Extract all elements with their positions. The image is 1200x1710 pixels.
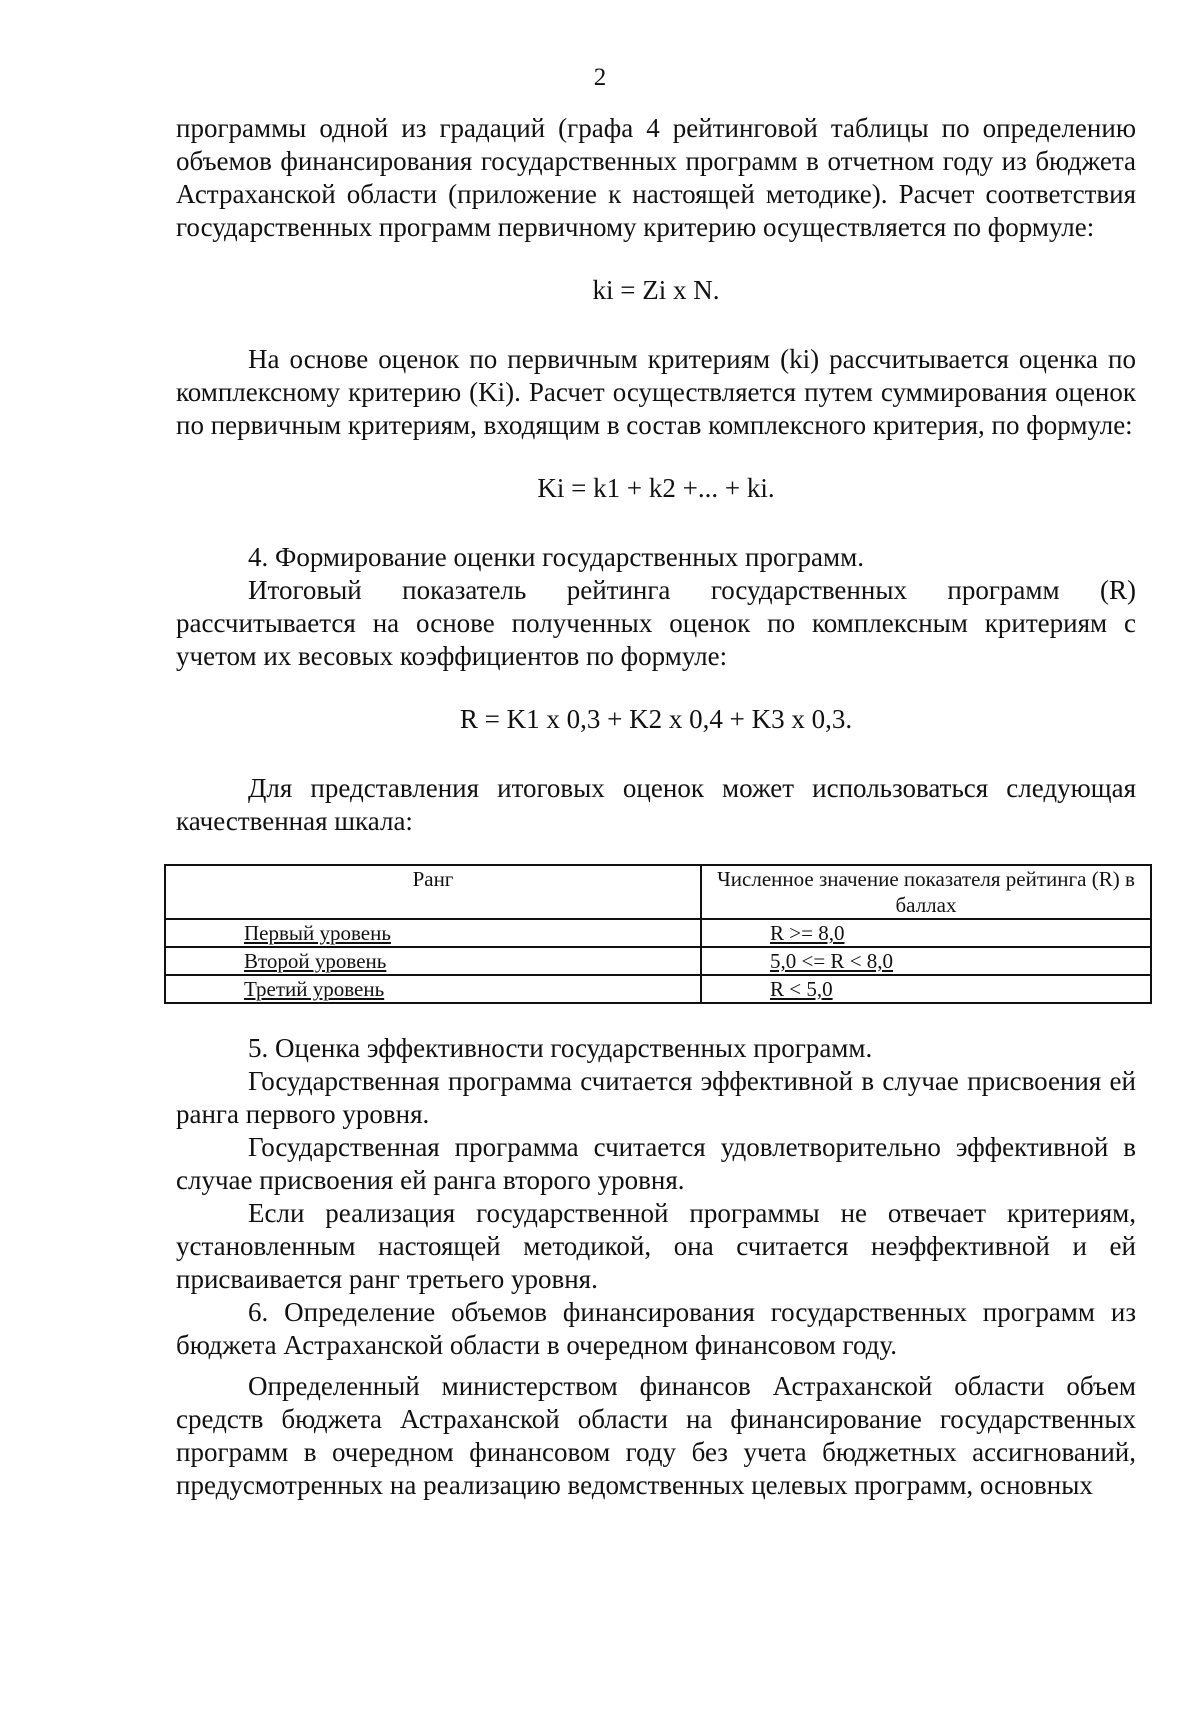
section-5-paragraph: Если реализация государственной программы не отвечает критериям, установленным настоящей методикой, она считается неэффективной и ей присваивается ранг третьего уровня. xyxy=(176,1198,1136,1294)
section-4-text: Итоговый показатель рейтинга государственных программ (R) рассчитывается на основе полученных оценок по комплексным критериям с учетом их весовых коэффициентов по формуле: xyxy=(176,575,1136,671)
paragraph-intro: программы одной из градаций (графа 4 рейтинговой таблицы по определению объемов финансирования государственных программ в отчетном году из бюджета Астраханской области (приложение к настоящей методике). Расчет соответствия государственных программ первичному критерию осуществляется по формуле: xyxy=(176,113,1136,242)
value-column-header: Численное значение показателя рейтинга (R) в баллах xyxy=(701,865,1151,919)
formula-ki: ki = Zi x N. xyxy=(592,275,720,305)
section-5-paragraph: Государственная программа считается удовлетворительно эффективной в случае присвоения ей ранга второго уровня. xyxy=(176,1132,1136,1195)
formula-R: R = K1 x 0,3 + K2 x 0,4 + K3 x 0,3. xyxy=(459,704,853,734)
rank-cell: Второй уровень xyxy=(165,947,701,975)
table-row xyxy=(165,919,1151,947)
section-6-text: Определенный министерством финансов Астраханской области объем средств бюджета Астраханской области на финансирование государственных программ в очередном финансовом году без учета бюджетных ассигнований, предусмотренных на реализацию ведомственных целевых программ, основных xyxy=(176,1371,1136,1500)
value-cell: 5,0 <= R < 8,0 xyxy=(701,947,1151,975)
section-5-heading: 5. Оценка эффективности государственных программ. xyxy=(248,1033,873,1063)
rank-cell: Первый уровень xyxy=(165,919,701,947)
formula-Ki: Ki = k1 + k2 +... + ki. xyxy=(537,473,775,503)
rank-table xyxy=(164,864,1152,1004)
document-body xyxy=(176,112,1136,1502)
rank-cell: Третий уровень xyxy=(165,975,701,1003)
section-6-heading: 6. Определение объемов финансирования государственных программ из бюджета Астраханской области в очередном финансовом году. xyxy=(176,1297,1136,1360)
rank-table-header-row xyxy=(165,865,1151,919)
rank-column-header: Ранг xyxy=(165,865,701,919)
table-row xyxy=(165,947,1151,975)
section-4-heading: 4. Формирование оценки государственных программ. xyxy=(248,542,864,572)
page-number: 2 xyxy=(593,64,607,91)
table-row xyxy=(165,975,1151,1003)
section-5-paragraph: Государственная программа считается эффективной в случае присвоения ей ранга первого уровня. xyxy=(176,1066,1136,1129)
value-cell: R >= 8,0 xyxy=(701,919,1151,947)
scale-intro: Для представления итоговых оценок может использоваться следующая качественная шкала: xyxy=(176,773,1136,836)
paragraph-complex-criterion: На основе оценок по первичным критериям (ki) рассчитывается оценка по комплексному критерию (Ki). Расчет осуществляется путем суммирования оценок по первичным критериям, входящим в состав комплексного критерия, по формуле: xyxy=(176,344,1136,440)
value-cell: R < 5,0 xyxy=(701,975,1151,1003)
